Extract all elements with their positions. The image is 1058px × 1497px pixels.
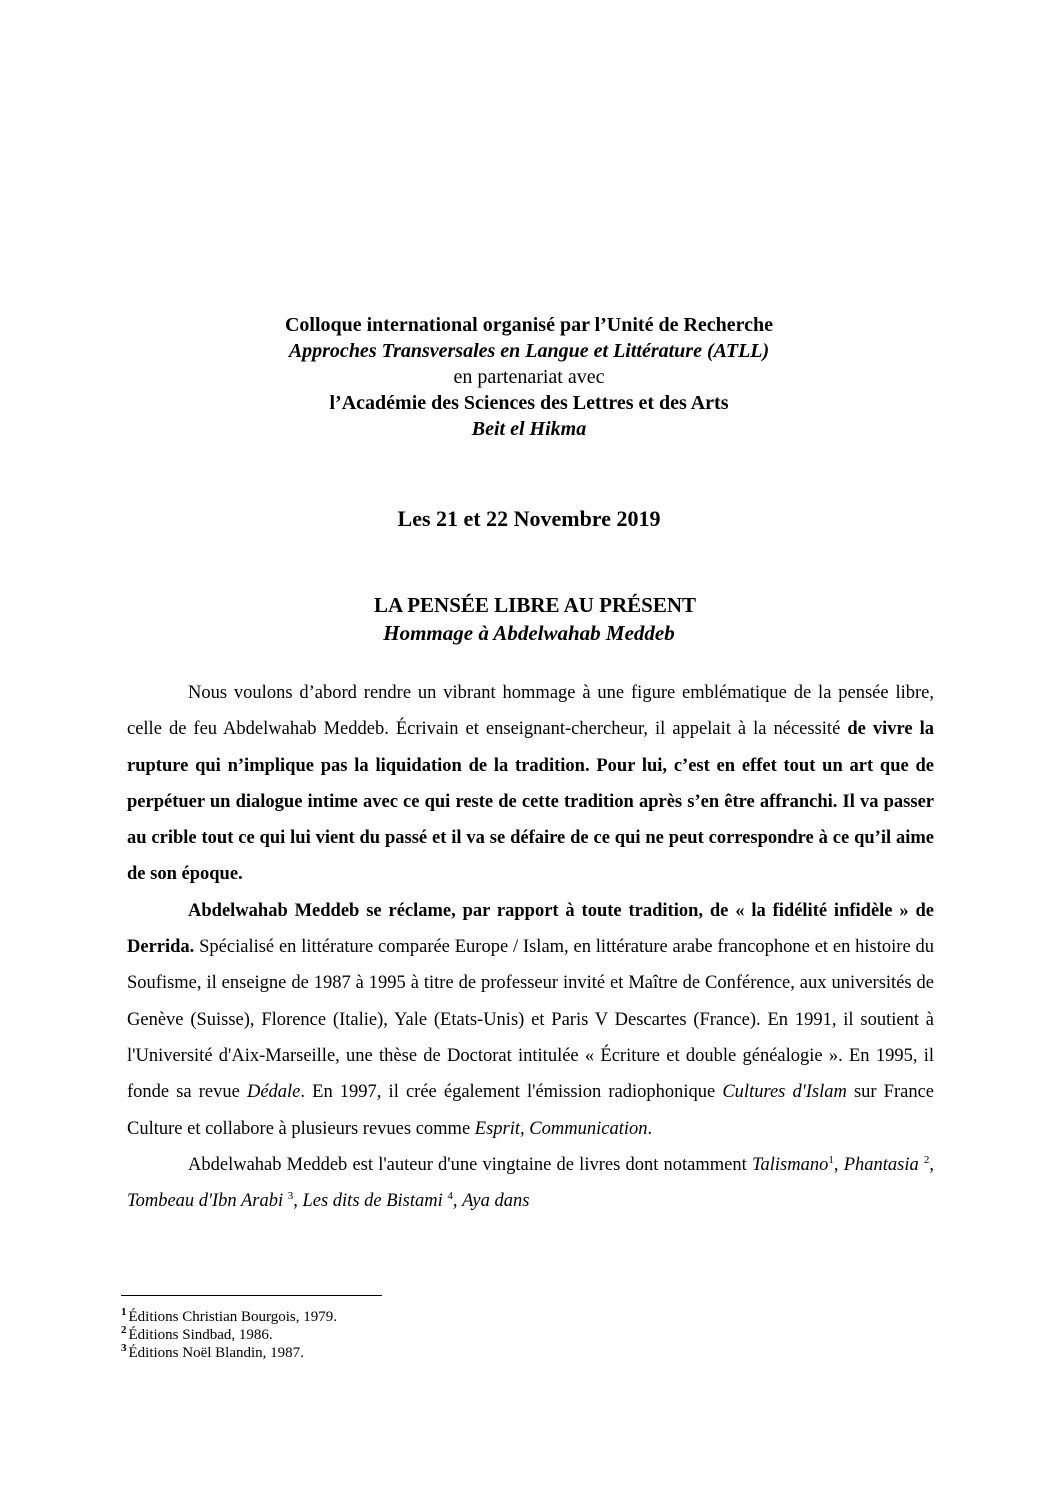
footnote-number: 2	[121, 1324, 127, 1336]
page-title: LA PENSÉE LIBRE AU PRÉSENT	[373, 593, 697, 617]
footnote-text: Éditions Christian Bourgois, 1979.	[128, 1309, 337, 1325]
title-dedale: Dédale	[246, 1082, 301, 1103]
footnote-ref-4[interactable]: 4	[447, 1190, 453, 1202]
paragraph-2-part-2: Spécialisé en littérature comparée Europe / Islam, en littérature arabe francophone et en histoire du Soufisme, il enseigne de 1987 à 1995 à titre de professeur invité et Maître de Conférence, aux universités de Genève (Suisse), Florence (Italie), Yale (Etats-Unis) et Paris V Descartes (France). En 1991, il soutient à l'Université d'Aix-Marseille, une thèse de Doctorat intitulée « Écriture et double généalogie ». En 1995, il fonde sa revue	[127, 937, 934, 1103]
body-text	[127, 675, 934, 1219]
title-block	[0, 591, 1058, 647]
paragraph-2-part-1: Abdelwahab Meddeb se réclame, par rapport à toute tradition, de « la fidélité infidèle » de Derrida.	[127, 900, 934, 958]
footnote-number: 3	[121, 1342, 127, 1354]
conference-date: Les 21 et 22 Novembre 2019	[397, 506, 661, 531]
paragraph-2-part-4: sur France Culture et collabore à plusieurs revues comme	[127, 1082, 935, 1139]
footnote-number: 1	[121, 1306, 127, 1318]
title-cultures-islam: Cultures d'Islam	[722, 1082, 847, 1103]
header-research-unit: Approches Transversales en Langue et Littérature (ATLL)	[288, 340, 770, 362]
title-talismano: Talismano	[751, 1154, 829, 1175]
header-academy: l’Académie des Sciences des Lettres et des Arts	[329, 392, 729, 414]
footnote-ref-2[interactable]: 2	[923, 1153, 930, 1166]
footnotes	[121, 1308, 337, 1362]
footnote-ref-3[interactable]: 3	[287, 1190, 294, 1202]
title-communication: Communication	[529, 1118, 648, 1139]
footnote-ref-1[interactable]: 1	[828, 1153, 834, 1166]
paragraph-3-sep-4: ,	[452, 1191, 463, 1212]
conference-header	[0, 312, 1058, 442]
paragraph-2	[127, 893, 934, 1147]
footnote-text: Éditions Noël Blandin, 1987.	[128, 1345, 304, 1361]
paragraph-1-part-1: Nous voulons d’abord rendre un vibrant hommage à une figure emblématique de la pensée libre, celle de feu Abdelwahab Meddeb. Écrivain et enseignant-chercheur, il appelait à la nécessité	[127, 683, 934, 740]
paragraph-3-sep-1: ,	[833, 1154, 844, 1175]
title-esprit: Esprit	[474, 1118, 521, 1139]
title-tombeau: Tombeau d'Ibn Arabi	[127, 1191, 284, 1212]
paragraph-2-end: .	[647, 1118, 653, 1139]
paragraph-1-part-2: de vivre la rupture qui n’implique pas la liquidation de la tradition. Pour lui, c’est en effet tout un art que de perpétuer un dialogue intime avec ce qui reste de cette tradition après s’en être affranchi. Il va passer au crible tout ce qui lui vient du passé et il va se défaire de ce qui ne peut correspondre à ce qu’il aime de son époque.	[127, 719, 934, 885]
footnote-divider	[121, 1295, 382, 1296]
page-subtitle: Hommage à Abdelwahab Meddeb	[383, 621, 675, 645]
title-dits-bistami: Les dits de Bistami	[302, 1191, 443, 1212]
footnote-1	[121, 1308, 337, 1326]
title-aya: Aya dans	[462, 1191, 530, 1212]
paragraph-1	[127, 675, 934, 893]
footnote-3	[121, 1344, 337, 1362]
paragraph-2-comma: ,	[520, 1118, 530, 1139]
footnote-text: Éditions Sindbad, 1986.	[128, 1327, 273, 1343]
paragraph-3	[127, 1147, 934, 1220]
paragraph-2-part-3: . En 1997, il crée également l'émission radiophonique	[300, 1082, 723, 1103]
paragraph-3-sep-3: ,	[293, 1191, 303, 1212]
header-organizer-line: Colloque international organisé par l’Unité de Recherche	[284, 314, 774, 336]
footnote-2	[121, 1326, 337, 1344]
title-phantasia: Phantasia	[843, 1154, 919, 1175]
header-partnership: en partenariat avec	[453, 366, 605, 388]
paragraph-3-part-1: Abdelwahab Meddeb est l'auteur d'une vingtaine de livres dont notamment	[188, 1154, 752, 1175]
header-beit-el-hikma: Beit el Hikma	[471, 418, 587, 440]
paragraph-3-sep-2: ,	[929, 1154, 935, 1175]
